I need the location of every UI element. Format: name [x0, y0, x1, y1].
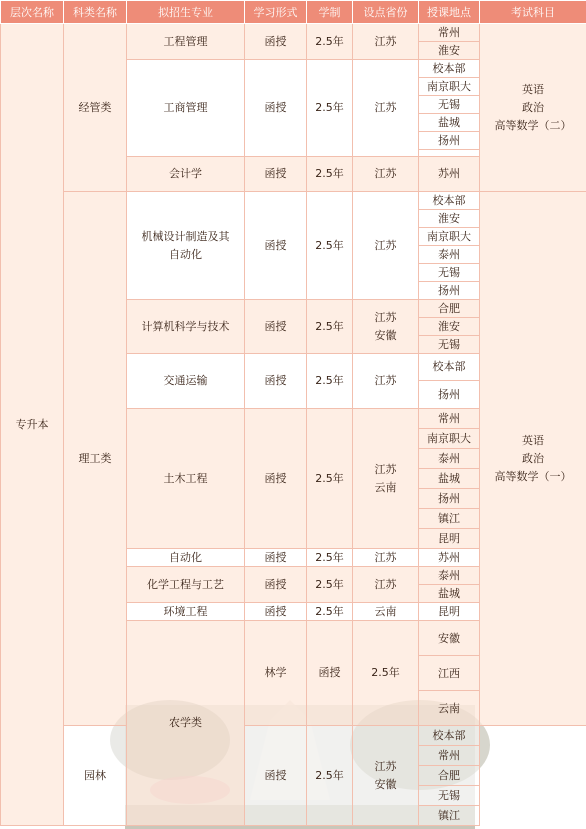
site-cell: 南京职大 — [419, 228, 480, 246]
site-cell: 无锡 — [419, 96, 480, 114]
province-line: 江苏 — [374, 310, 397, 324]
province-line: 江苏 — [374, 759, 397, 773]
province-cell: 江苏 — [353, 157, 419, 192]
site-cell: 镇江 — [419, 509, 480, 529]
duration-cell: 2.5年 — [307, 60, 353, 157]
duration-cell: 2.5年 — [307, 300, 353, 354]
province-cell: 安徽 — [419, 621, 480, 656]
province-cell — [353, 300, 419, 354]
major-line: 自动化 — [169, 247, 202, 261]
site-cell: 盐城 — [419, 585, 480, 603]
form-cell: 函授 — [245, 726, 307, 826]
form-cell: 函授 — [245, 24, 307, 60]
site-cell: 扬州 — [419, 489, 480, 509]
major-cell: 土木工程 — [127, 409, 245, 549]
form-cell: 函授 — [245, 603, 307, 621]
province-cell: 江西 — [419, 656, 480, 691]
major-cell — [127, 192, 245, 300]
province-line: 云南 — [374, 480, 397, 494]
site-cell: 苏州 — [419, 549, 480, 567]
province-cell: 云南 — [353, 603, 419, 621]
exam-subject: 政治 — [522, 100, 544, 114]
header-category: 科类名称 — [64, 1, 127, 24]
header-exam: 考试科目 — [480, 1, 586, 24]
table-row — [1, 24, 586, 42]
duration-cell: 2.5年 — [307, 157, 353, 192]
site-cell: 扬州 — [419, 381, 480, 409]
form-cell: 函授 — [245, 409, 307, 549]
site-cell: 校本部 — [419, 726, 480, 746]
site-cell: 扬州 — [419, 132, 480, 150]
major-cell: 自动化 — [127, 549, 245, 567]
duration-cell: 2.5年 — [307, 726, 353, 826]
province-cell: 江苏 — [353, 60, 419, 157]
site-cell: 扬州 — [419, 282, 480, 300]
site-spacer — [419, 150, 480, 157]
duration-cell: 2.5年 — [307, 409, 353, 549]
duration-cell: 2.5年 — [307, 24, 353, 60]
province-cell: 江苏 — [353, 567, 419, 603]
site-cell: 盐城 — [419, 114, 480, 132]
category-management: 经管类 — [64, 24, 127, 192]
province-cell: 江苏 — [353, 549, 419, 567]
exam-subject: 政治 — [522, 451, 544, 465]
duration-cell: 2.5年 — [307, 549, 353, 567]
header-row — [1, 1, 586, 24]
province-cell: 江苏 — [353, 192, 419, 300]
site-cell: 泰州 — [419, 449, 480, 469]
site-cell: 南京职大 — [419, 78, 480, 96]
form-cell: 函授 — [307, 621, 353, 726]
site-cell: 校本部 — [419, 354, 480, 381]
site-cell: 无锡 — [419, 264, 480, 282]
form-cell: 函授 — [245, 549, 307, 567]
province-cell — [353, 726, 419, 826]
header-major: 拟招生专业 — [127, 1, 245, 24]
form-cell: 函授 — [245, 300, 307, 354]
site-cell: 泰州 — [419, 567, 480, 585]
site-cell: 无锡 — [419, 786, 480, 806]
form-cell: 函授 — [245, 192, 307, 300]
header-province: 设点省份 — [353, 1, 419, 24]
duration-cell: 2.5年 — [307, 567, 353, 603]
site-cell: 苏州 — [419, 157, 480, 192]
site-cell: 常州 — [419, 746, 480, 766]
site-cell: 校本部 — [419, 192, 480, 210]
form-cell: 函授 — [245, 157, 307, 192]
exam-science — [480, 192, 586, 726]
province-line: 安徽 — [374, 328, 397, 342]
exam-subject: 高等数学（一） — [494, 469, 572, 483]
duration-cell: 2.5年 — [307, 192, 353, 300]
major-cell: 计算机科学与技术 — [127, 300, 245, 354]
major-cell: 园林 — [64, 726, 127, 826]
province-line: 江苏 — [374, 462, 397, 476]
site-cell: 合肥 — [419, 300, 480, 318]
site-cell: 昆明 — [419, 603, 480, 621]
exam-subject: 英语 — [522, 433, 544, 447]
site-cell: 校本部 — [419, 60, 480, 78]
major-cell: 工商管理 — [127, 60, 245, 157]
province-cell: 江苏 — [353, 24, 419, 60]
header-duration: 学制 — [307, 1, 353, 24]
site-cell: 无锡 — [419, 336, 480, 354]
duration-cell: 2.5年 — [307, 354, 353, 409]
site-cell: 常州 — [419, 409, 480, 429]
category-science: 理工类 — [64, 192, 127, 726]
province-cell — [353, 409, 419, 549]
site-cell: 淮安 — [419, 210, 480, 228]
exam-subject: 英语 — [522, 82, 544, 96]
site-cell: 淮安 — [419, 42, 480, 60]
site-cell: 镇江 — [419, 806, 480, 826]
site-cell: 淮安 — [419, 318, 480, 336]
duration-cell: 2.5年 — [307, 603, 353, 621]
major-cell: 工程管理 — [127, 24, 245, 60]
header-site: 授课地点 — [419, 1, 480, 24]
form-cell: 函授 — [245, 60, 307, 157]
province-cell: 江苏 — [353, 354, 419, 409]
duration-cell: 2.5年 — [353, 621, 419, 726]
category-agriculture: 农学类 — [127, 621, 245, 826]
major-cell: 化学工程与工艺 — [127, 567, 245, 603]
header-level: 层次名称 — [1, 1, 64, 24]
level-cell: 专升本 — [1, 24, 64, 826]
exam-management — [480, 24, 586, 192]
site-cell: 合肥 — [419, 766, 480, 786]
major-cell: 林学 — [245, 621, 307, 726]
site-cell: 泰州 — [419, 246, 480, 264]
major-cell: 交通运输 — [127, 354, 245, 409]
form-cell: 函授 — [245, 354, 307, 409]
site-cell: 昆明 — [419, 529, 480, 549]
province-line: 安徽 — [374, 777, 397, 791]
province-cell: 云南 — [419, 691, 480, 726]
exam-subject: 高等数学（二） — [494, 118, 572, 132]
major-cell: 会计学 — [127, 157, 245, 192]
form-cell: 函授 — [245, 567, 307, 603]
major-cell: 环境工程 — [127, 603, 245, 621]
major-line: 机械设计制造及其 — [141, 229, 230, 243]
site-cell: 南京职大 — [419, 429, 480, 449]
header-form: 学习形式 — [245, 1, 307, 24]
site-cell: 常州 — [419, 24, 480, 42]
site-cell: 盐城 — [419, 469, 480, 489]
